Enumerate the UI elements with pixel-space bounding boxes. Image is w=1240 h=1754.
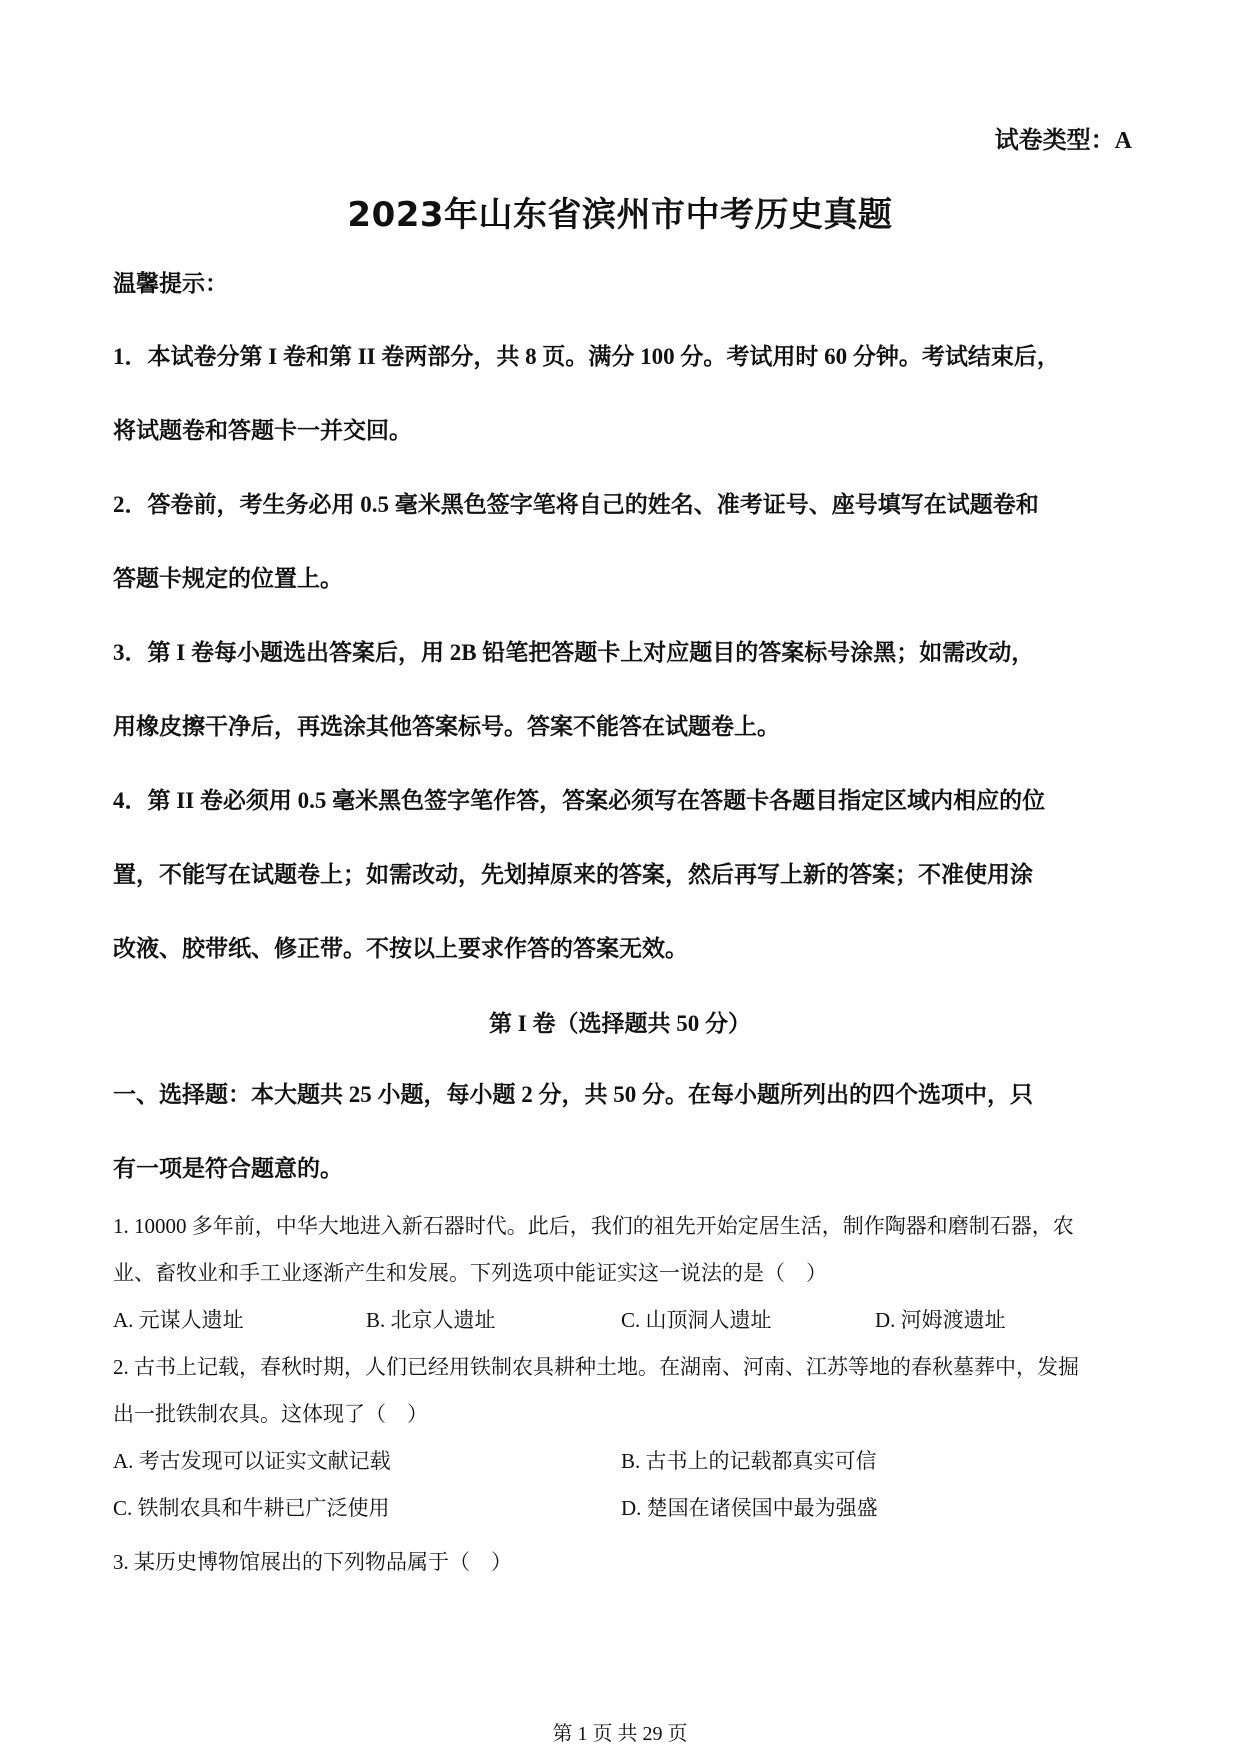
notice-line: 用橡皮擦干净后，再选涂其他答案标号。答案不能答在试题卷上。: [113, 714, 780, 739]
question-1-option-c: C. 山顶洞人遗址: [621, 1308, 772, 1332]
section-instruction: 一、选择题：本大题共 25 小题，每小题 2 分，共 50 分。在每小题所列出的四个选项中，只: [113, 1082, 1033, 1107]
question-2-option-a: A. 考古发现可以证实文献记载: [113, 1449, 391, 1473]
notice-line: 置，不能写在试题卷上；如需改动，先划掉原来的答案，然后再写上新的答案；不准使用涂: [113, 862, 1033, 887]
notice-line: 4．第 II 卷必须用 0.5 毫米黑色签字笔作答，答案必须写在答题卡各题目指定区域内相应的位: [113, 788, 1046, 813]
notice-line: 将试题卷和答题卡一并交回。: [113, 418, 412, 443]
notice-line: 1．本试卷分第 I 卷和第 II 卷两部分，共 8 页。满分 100 分。考试用时 60 分钟。考试结束后，: [113, 344, 1060, 369]
notice-line: 改液、胶带纸、修正带。不按以上要求作答的答案无效。: [113, 936, 688, 961]
question-2-option-d: D. 楚国在诸侯国中最为强盛: [621, 1496, 878, 1520]
notice-line: 3．第 I 卷每小题选出答案后，用 2B 铅笔把答题卡上对应题目的答案标号涂黑；如需改动，: [113, 640, 1035, 665]
paper-type-label: 试卷类型：A: [994, 128, 1132, 154]
question-3-stem: 3. 某历史博物馆展出的下列物品属于（ ）: [113, 1550, 512, 1574]
question-1-option-b: B. 北京人遗址: [366, 1308, 496, 1332]
section-instruction: 有一项是符合题意的。: [113, 1156, 343, 1181]
section-title: 第 I 卷（选择题共 50 分）: [489, 1011, 751, 1036]
question-1-option-a: A. 元谋人遗址: [113, 1308, 244, 1332]
question-1-stem: 业、畜牧业和手工业逐渐产生和发展。下列选项中能证实这一说法的是（ ）: [113, 1261, 827, 1285]
question-2-option-c: C. 铁制农具和牛耕已广泛使用: [113, 1496, 390, 1520]
question-2-option-b: B. 古书上的记载都真实可信: [621, 1449, 877, 1473]
question-2-stem: 出一批铁制农具。这体现了（ ）: [113, 1402, 428, 1426]
question-1-option-d: D. 河姆渡遗址: [875, 1308, 1006, 1332]
question-2-stem: 2. 古书上记载，春秋时期，人们已经用铁制农具耕种土地。在湖南、河南、江苏等地的春秋墓葬中，发掘: [113, 1355, 1079, 1379]
notice-line: 答题卡规定的位置上。: [113, 566, 343, 591]
question-1-stem: 1. 10000 多年前，中华大地进入新石器时代。此后，我们的祖先开始定居生活，制作陶器和磨制石器，农: [113, 1214, 1074, 1238]
notice-line: 2．答卷前，考生务必用 0.5 毫米黑色签字笔将自己的姓名、准考证号、座号填写在试题卷和: [113, 492, 1039, 517]
notice-heading: 温馨提示：: [113, 271, 228, 296]
page-footer: 第 1 页 共 29 页: [552, 1723, 688, 1745]
page-title: 2023年山东省滨州市中考历史真题: [347, 195, 893, 235]
